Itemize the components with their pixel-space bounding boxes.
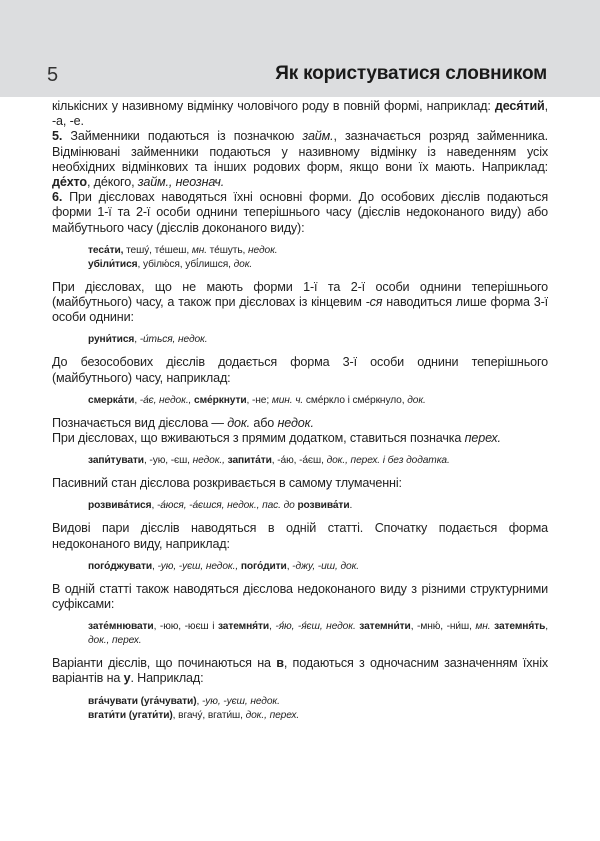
example-entry bbox=[88, 499, 548, 513]
page-header bbox=[0, 0, 600, 97]
headword: теса́ти, bbox=[88, 244, 124, 256]
text-run: , -а, -е. bbox=[52, 99, 548, 129]
grammar-label: -а́є, недок., bbox=[139, 394, 192, 406]
example-entry bbox=[88, 695, 548, 709]
text-run: , -а́ю, -а́єш, bbox=[271, 455, 327, 467]
headword: вга́чувати (уга́чувати) bbox=[88, 695, 197, 707]
headword: убіли́тися bbox=[88, 258, 138, 270]
paragraph bbox=[52, 582, 548, 612]
text-run: . bbox=[349, 500, 353, 512]
grammar-label: займ., неознач. bbox=[137, 175, 225, 190]
headword: зате́мнювати bbox=[88, 621, 154, 633]
grammar-label: -джу, -иш, док. bbox=[292, 560, 360, 572]
headword: розвива́тися bbox=[88, 500, 152, 512]
text-run: сме́ркло і сме́ркнуло, bbox=[303, 394, 408, 406]
running-title: Як користуватися словником bbox=[275, 63, 547, 84]
grammar-label: -я́ю, -я́єш, недок. bbox=[275, 621, 356, 633]
headword: де́хто bbox=[52, 175, 87, 190]
grammar-label: док., перех. bbox=[88, 635, 142, 647]
grammar-label: -и́ться, недок. bbox=[139, 334, 208, 346]
paragraph bbox=[52, 129, 548, 190]
headword: пого́джувати bbox=[88, 560, 153, 572]
headword: затемни́ти bbox=[359, 621, 411, 633]
example-entry bbox=[88, 709, 548, 723]
headword: руни́тися bbox=[88, 334, 135, 346]
headword: у bbox=[123, 671, 131, 686]
text-run: , bbox=[196, 695, 202, 707]
headword: деся́тий bbox=[494, 99, 545, 113]
text-run: , -юю, -юєш і bbox=[153, 621, 218, 633]
page-body bbox=[52, 99, 548, 723]
headword: смерка́ти bbox=[88, 394, 135, 406]
grammar-label: док., перех. bbox=[245, 709, 300, 721]
paragraph bbox=[52, 476, 548, 491]
text-run: або bbox=[250, 415, 278, 430]
text-run: , bbox=[545, 621, 548, 633]
grammar-label: -ую, -уєш, недок., bbox=[157, 560, 239, 572]
headword: пого́дити bbox=[240, 560, 287, 572]
text-run: , -не; bbox=[246, 394, 272, 406]
text-run: , -ую, -єш, bbox=[143, 455, 193, 467]
text-run: , bbox=[134, 334, 140, 346]
grammar-label: перех. bbox=[464, 431, 501, 446]
grammar-label: мин. ч. bbox=[271, 394, 304, 406]
text-run: При дієсловах, що не мають форми 1-ї та 2-ї особи однини теперішнього (майбутнього) часу, а також при дієсловах із кінцевим bbox=[52, 279, 548, 310]
text-run: . Наприклад: bbox=[130, 671, 204, 686]
text-run: , де́кого, bbox=[86, 175, 138, 190]
text-run: , -мню́, -ни́ш, bbox=[410, 621, 476, 633]
text-run: , вгачу́, вгати́ш, bbox=[172, 709, 246, 721]
text-run: тешу́, те́шеш, bbox=[123, 244, 192, 256]
headword: затемня́ть bbox=[494, 621, 546, 633]
example-entry bbox=[88, 333, 548, 347]
paragraph bbox=[52, 190, 548, 236]
paragraph bbox=[52, 431, 548, 446]
headword: затемня́ти bbox=[217, 621, 270, 633]
paragraph bbox=[52, 280, 548, 326]
paragraph bbox=[52, 355, 548, 385]
text-run: , bbox=[269, 621, 276, 633]
grammar-label: недок. bbox=[277, 415, 314, 430]
grammar-label: док. bbox=[227, 415, 250, 430]
text-run: Варіанти дієслів, що починаються на bbox=[52, 656, 277, 671]
paragraph bbox=[52, 99, 548, 129]
text-run: , bbox=[134, 394, 140, 406]
text-run: , bbox=[286, 560, 293, 572]
headword: розвива́ти bbox=[297, 500, 350, 512]
text-run: кількісних у називному відмінку чоловічого роду в повній формі, наприклад: bbox=[52, 99, 495, 113]
headword: запи́тувати bbox=[88, 455, 144, 467]
grammar-label: мн. bbox=[475, 621, 491, 633]
page-number: 5 bbox=[47, 64, 59, 86]
grammar-label: док. bbox=[233, 258, 253, 270]
text-run: При дієсловах наводяться їхні основні форми. До особових дієслів подаються форми 1-ї та 2-ї особи однини теперішнього часу (дієслів недоконаного виду) або майбутнього часу (дієслів доконаного виду): bbox=[52, 190, 548, 235]
headword: в bbox=[276, 656, 284, 671]
example-entry bbox=[88, 560, 548, 574]
text-run: Позначається вид дієслова — bbox=[52, 415, 228, 430]
text-run: В одній статті також наводяться дієслова недоконаного виду з різними структурними суфіксами: bbox=[52, 581, 548, 612]
text-run: , подаються з одночасним зазначенням їхніх варіантів на bbox=[52, 656, 548, 686]
grammar-label: док. bbox=[407, 394, 426, 406]
grammar-label: -а́юся, -а́єшся, недок., пас. до bbox=[156, 500, 298, 512]
text-run: , зазначається розряд займенника. Відмінювані займенники подаються у називному відмінку із наведенням усіх необхідних відмінкових та інших родових форм, якщо вони їх мають. Наприклад: bbox=[52, 129, 548, 174]
text-run: те́шуть, bbox=[206, 244, 249, 256]
headword: 6. bbox=[52, 190, 63, 205]
grammar-label: займ. bbox=[302, 129, 334, 144]
grammar-label: мн. bbox=[191, 244, 207, 256]
headword: вгати́ти (угати́ти) bbox=[88, 709, 173, 721]
grammar-label: недок. bbox=[248, 244, 278, 256]
example-entry bbox=[88, 244, 548, 258]
paragraph bbox=[52, 416, 548, 431]
example-entry bbox=[88, 454, 548, 468]
paragraph bbox=[52, 656, 548, 686]
text-run: , bbox=[152, 560, 158, 572]
grammar-label: недок., bbox=[192, 455, 225, 467]
text-run: , bbox=[151, 500, 157, 512]
grammar-label: -ую, -уєш, недок. bbox=[201, 695, 280, 707]
paragraph bbox=[52, 521, 548, 551]
text-run: Видові пари дієслів наводяться в одній статті. Спочатку подається форма недоконаного виду, наприклад: bbox=[52, 521, 548, 551]
headword: запита́ти bbox=[227, 455, 272, 467]
example-entry bbox=[88, 394, 548, 408]
grammar-label: док., перех. і без додатка. bbox=[326, 455, 450, 467]
text-run: Займенники подаються із позначкою bbox=[62, 129, 303, 144]
text-run: До безособових дієслів додається форма 3-ї особи однини теперішнього (майбутнього) часу, наприклад: bbox=[52, 355, 548, 385]
text-run: Пасивний стан дієслова розкривається в самому тлумаченні: bbox=[52, 476, 402, 491]
text-run: наводиться лише форма 3-ї особи однини: bbox=[52, 295, 548, 325]
text-run: , убілю́ся, убі́лишся, bbox=[137, 258, 234, 270]
grammar-label: -ся bbox=[365, 295, 383, 310]
headword: 5. bbox=[52, 129, 63, 144]
text-run: При дієсловах, що вживаються з прямим додатком, ставиться позначка bbox=[52, 431, 465, 446]
headword: сме́ркнути bbox=[194, 394, 247, 406]
example-entry bbox=[88, 620, 548, 648]
example-entry bbox=[88, 258, 548, 272]
